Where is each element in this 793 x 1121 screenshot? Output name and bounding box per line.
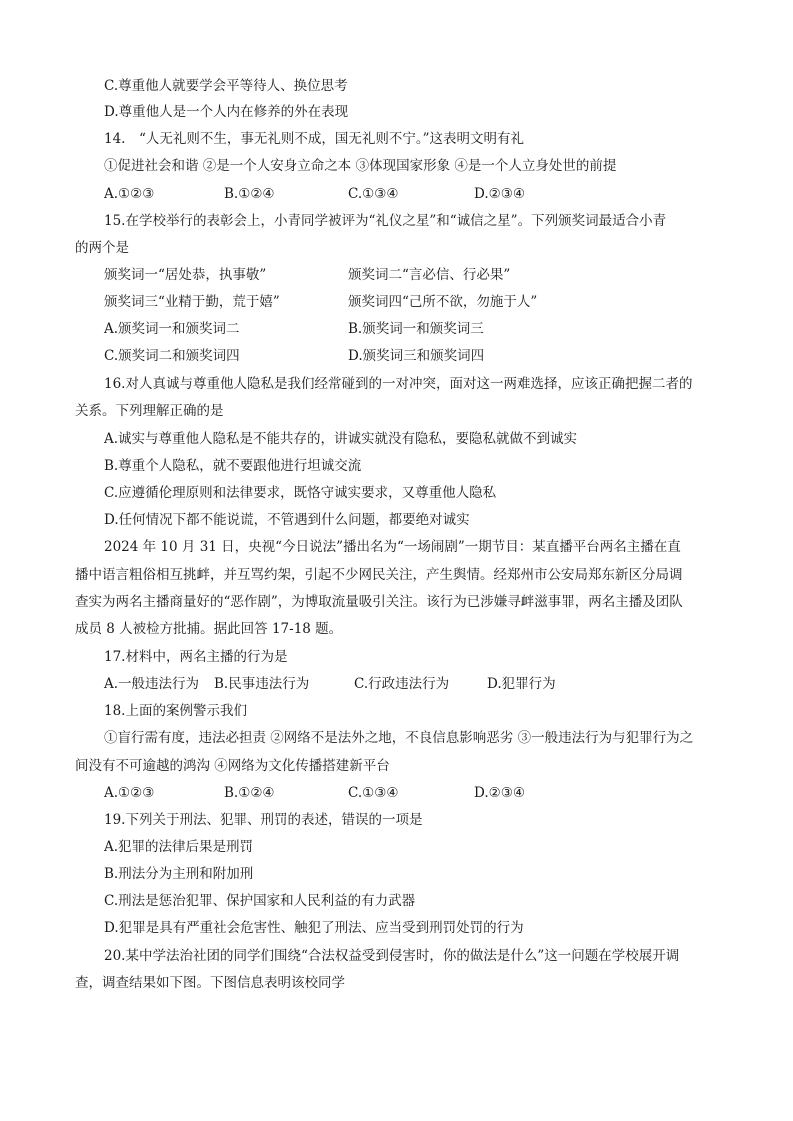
q15-award-2: 颁奖词二“言必信、行必果” [348, 267, 511, 283]
q19-stem: 19.下列关于刑法、犯罪、刑罚的表述，错误的一项是 [104, 812, 423, 828]
q15-stem-line1: 15.在学校举行的表彰会上，小青同学被评为“礼仪之星”和“诚信之星”。下列颁奖词最适合小青 [104, 213, 667, 229]
q17-option-b: B.民事违法行为 [214, 676, 310, 692]
q20-stem-line1: 20.某中学法治社团的同学们围绕“合法权益受到侵害时，你的做法是什么”这一问题在学校展开调 [104, 948, 680, 964]
q17-option-a: A.一般违法行为 [104, 676, 200, 692]
q15-award-4: 颁奖词四“己所不欲，勿施于人” [348, 294, 538, 310]
q16-option-b: B.尊重个人隐私，就不要跟他进行坦诚交流 [104, 458, 362, 474]
q15-award-3: 颁奖词三“业精于勤，荒于嬉” [104, 294, 280, 310]
q18-option-a: A.①②③ [104, 785, 155, 801]
q16-option-c: C.应遵循伦理原则和法律要求，既恪守诚实要求，又尊重他人隐私 [104, 485, 497, 501]
q15-option-b: B.颁奖词一和颁奖词三 [348, 321, 484, 337]
q19-option-a: A.犯罪的法律后果是刑罚 [104, 839, 254, 855]
q14-items: ①促进社会和谐 ②是一个人安身立命之本 ③体现国家形象 ④是一个人立身处世的前提 [104, 158, 617, 174]
q15-option-c: C.颁奖词二和颁奖词四 [104, 348, 240, 364]
q19-option-d: D.犯罪是具有严重社会危害性、触犯了刑法、应当受到刑罚处罚的行为 [104, 920, 524, 936]
q16-option-d: D.任何情况下都不能说谎，不管遇到什么问题，都要绝对诚实 [104, 512, 470, 528]
q17-option-d: D.犯罪行为 [487, 676, 556, 692]
q14-option-a: A.①②③ [104, 186, 155, 202]
q17-option-c: C.行政违法行为 [354, 676, 450, 692]
q18-option-d: D.②③④ [474, 785, 525, 801]
q18-option-b: B.①②④ [224, 785, 275, 801]
q13-option-c: C.尊重他人就要学会平等待人、换位思考 [104, 78, 348, 94]
q20-stem-line2: 查，调查结果如下图。下图信息表明该校同学 [75, 975, 345, 991]
q19-option-c: C.刑法是惩治犯罪、保护国家和人民利益的有力武器 [104, 893, 416, 909]
q14-option-c: C.①③④ [348, 186, 399, 202]
q18-items-line1: ①盲行需有度，违法必担责 ②网络不是法外之地，不良信息影响恶劣 ③一般违法行为与犯罪行为之 [104, 730, 694, 746]
q14-stem: 14. “人无礼则不生，事无礼则不成，国无礼则不宁。”这表明文明有礼 [104, 131, 525, 147]
q17-stem: 17.材料中，两名主播的行为是 [104, 649, 288, 665]
q13-option-d: D.尊重他人是一个人内在修养的外在表现 [104, 104, 349, 120]
q19-option-b: B.刑法分为主刑和附加刑 [104, 866, 254, 882]
q16-stem-line2: 关系。下列理解正确的是 [75, 403, 224, 419]
q18-stem: 18.上面的案例警示我们 [104, 703, 247, 719]
material-line2: 播中语言粗俗相互挑衅，并互骂约架，引起不少网民关注，产生舆情。经郑州市公安局郑东新区分局调 [75, 567, 683, 583]
q15-option-d: D.颁奖词三和颁奖词四 [348, 348, 485, 364]
q14-option-b: B.①②④ [224, 186, 275, 202]
q16-stem-line1: 16.对人真诚与尊重他人隐私是我们经常碰到的一对冲突，面对这一两难选择，应该正确把握二者的 [104, 376, 693, 392]
q15-option-a: A.颁奖词一和颁奖词二 [104, 321, 240, 337]
q18-items-line2: 间没有不可逾越的鸿沟 ④网络为文化传播搭建新平台 [75, 758, 390, 774]
q15-stem-line2: 的两个是 [75, 240, 129, 256]
material-line1: 2024 年 10 月 31 日，央视“今日说法”播出名为“一场闹剧”一期节目：某直播平台两名主播在直 [104, 539, 681, 555]
material-line4: 成员 8 人被检方批捕。据此回答 17-18 题。 [75, 621, 343, 637]
q18-option-c: C.①③④ [348, 785, 399, 801]
material-line3: 查实为两名主播商量好的“恶作剧”，为博取流量吸引关注。该行为已涉嫌寻衅滋事罪，两名主播及团队 [75, 594, 683, 610]
q15-award-1: 颁奖词一“居处恭，执事敬” [104, 267, 267, 283]
q14-option-d: D.②③④ [474, 186, 525, 202]
q16-option-a: A.诚实与尊重他人隐私是不能共存的，讲诚实就没有隐私，要隐私就做不到诚实 [104, 431, 578, 447]
